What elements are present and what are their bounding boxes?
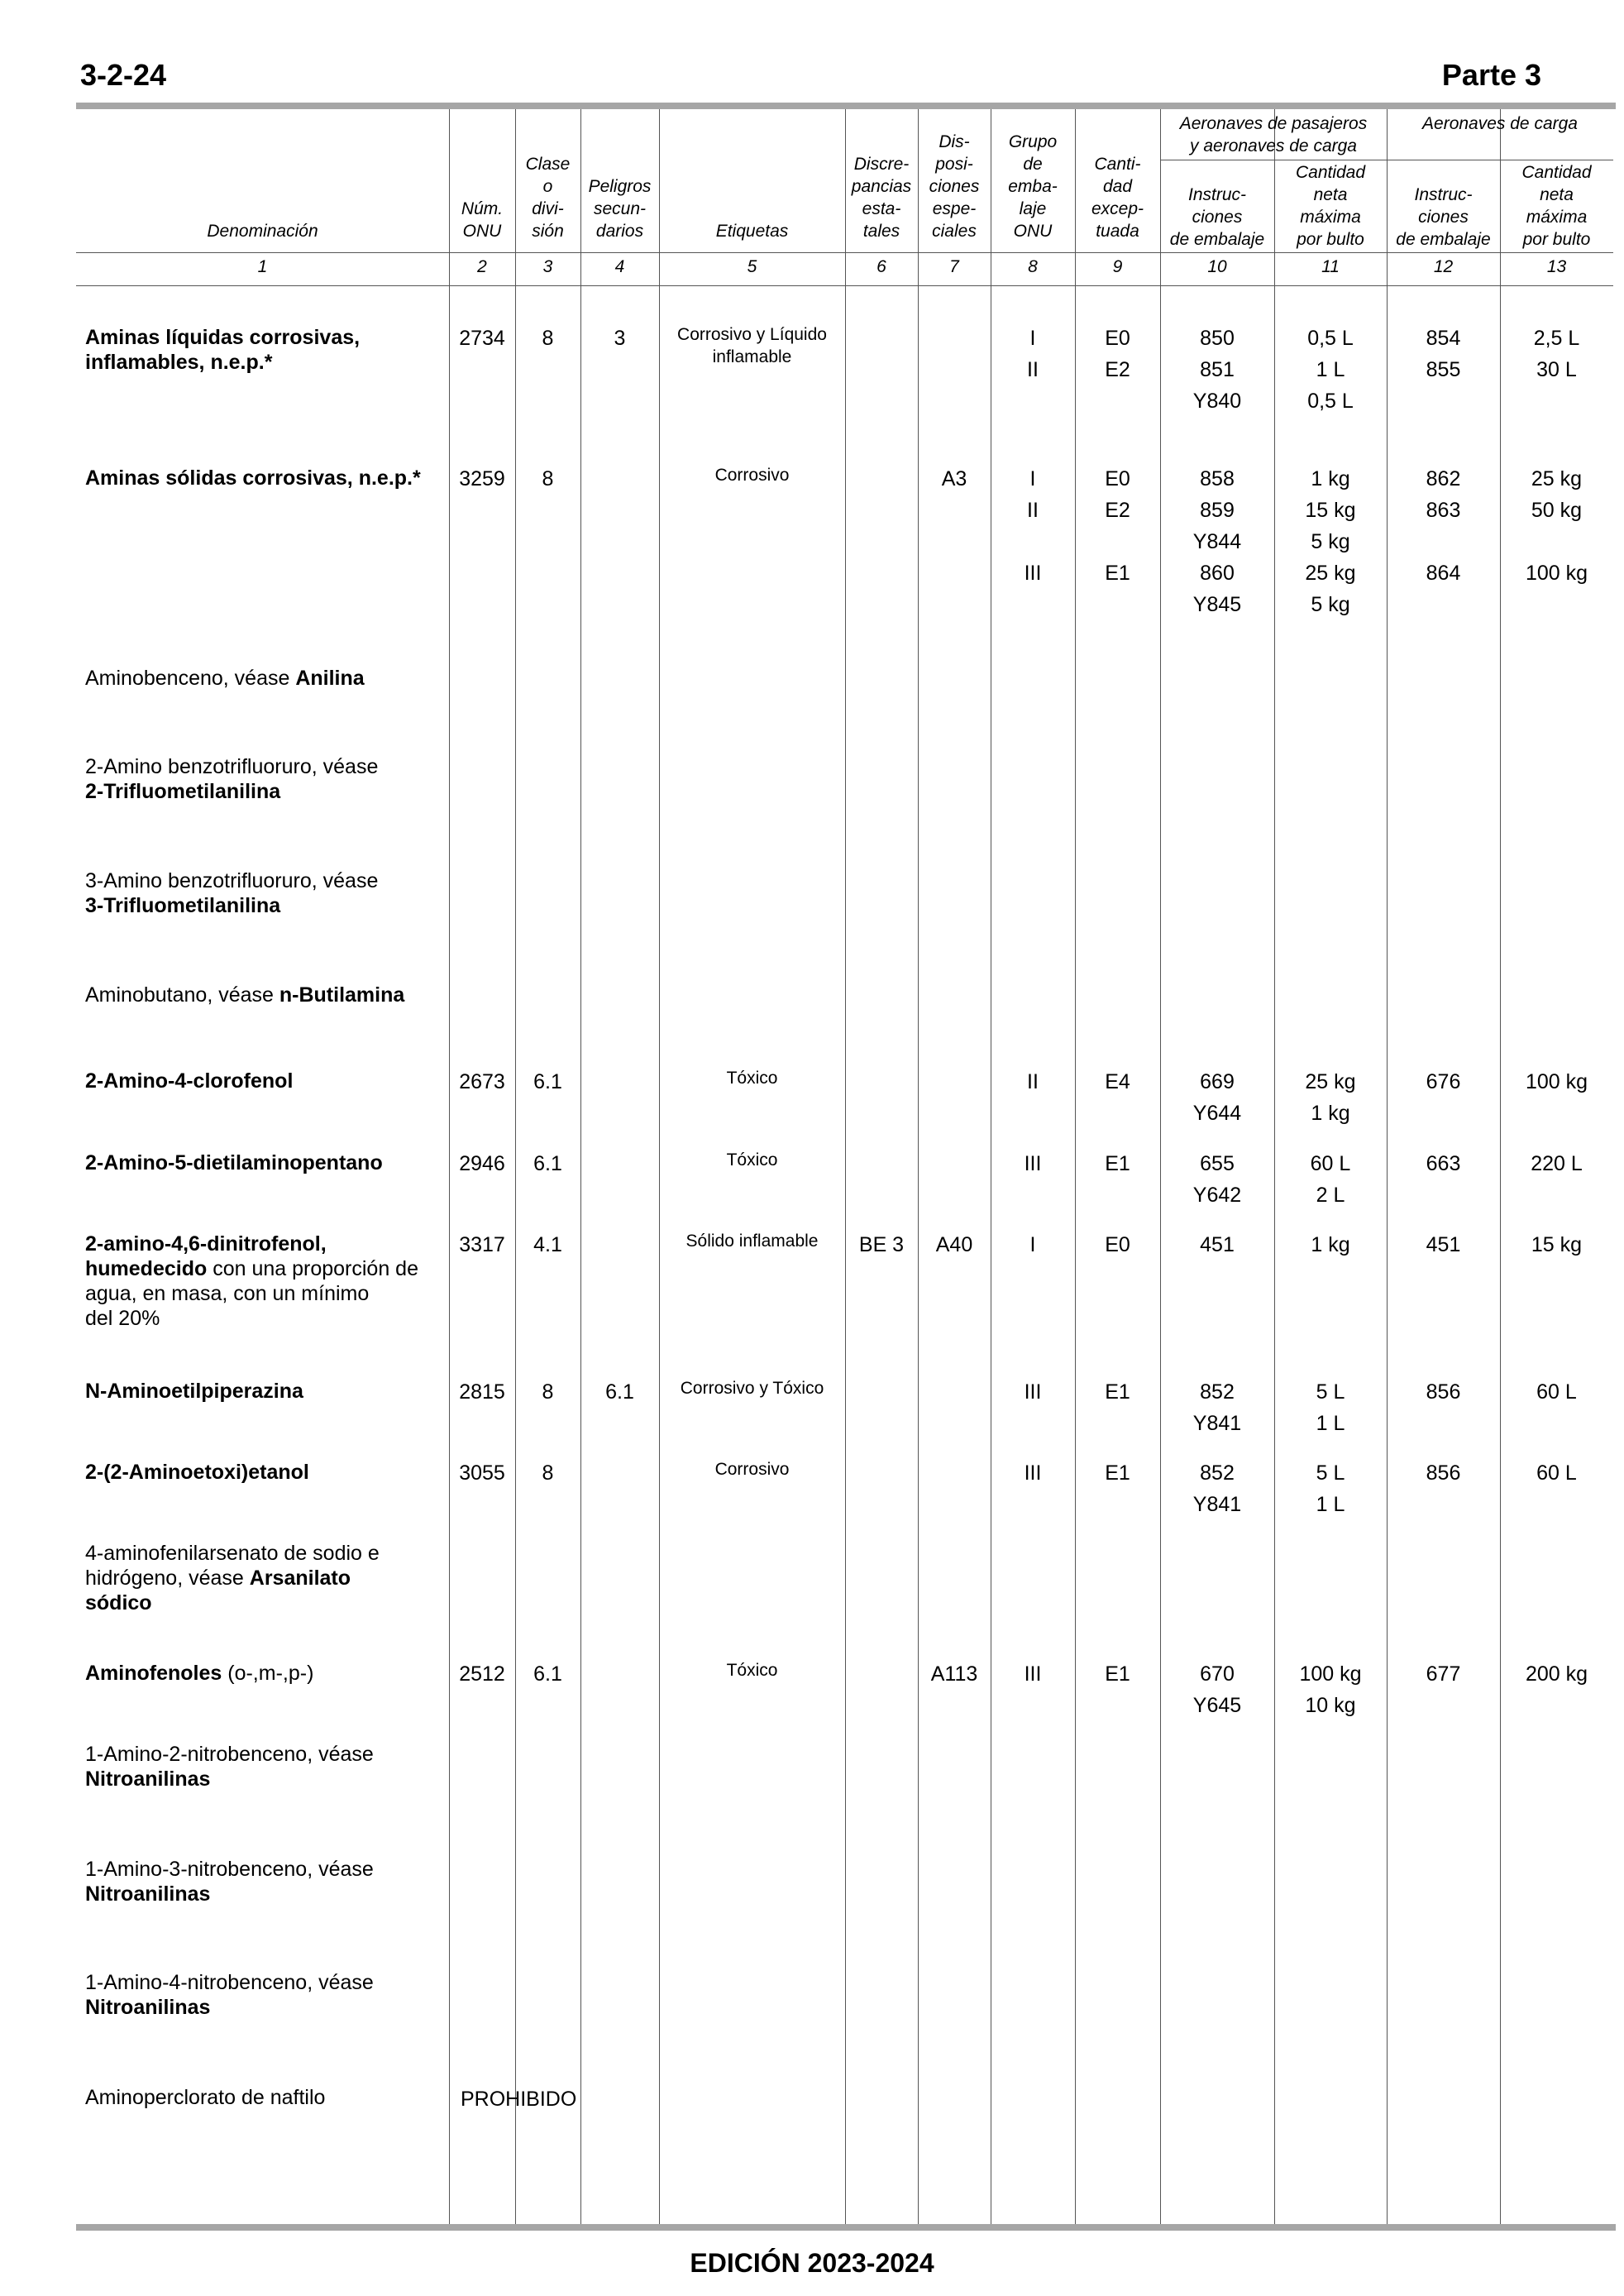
substance-name: Aminobenceno, véase Anilina [85, 667, 365, 690]
column-number: 10 [1207, 257, 1227, 276]
col-instr-pas: Instruc- ciones de embalaje [1169, 185, 1265, 249]
special-provision: A113 [930, 1662, 978, 1686]
substance-name: 1-Amino-4-nitrobenceno, véase Nitroanilinas [85, 1971, 374, 2019]
passenger-max-net-quantity: 5 L [1316, 1461, 1345, 1485]
excepted-quantity: E1 [1105, 1662, 1130, 1686]
class-division: 8 [542, 1380, 554, 1404]
passenger-max-net-quantity: 5 kg [1311, 530, 1350, 553]
packing-group: III [1024, 1461, 1042, 1485]
special-provision: A40 [935, 1233, 973, 1256]
passenger-packing-instruction: 451 [1200, 1233, 1235, 1256]
passenger-packing-instruction: Y845 [1192, 593, 1242, 616]
passenger-packing-instruction: Y841 [1192, 1493, 1242, 1516]
substance-name: 2-(2-Aminoetoxi)etanol [85, 1461, 309, 1484]
col-group-carga: Aeronaves de carga [1422, 114, 1578, 133]
cargo-packing-instruction: 854 [1426, 327, 1461, 350]
packing-group: III [1024, 1662, 1042, 1686]
cargo-max-net-quantity: 15 kg [1531, 1233, 1583, 1256]
bottom-rule [76, 2224, 1616, 2231]
cargo-max-net-quantity: 2,5 L [1533, 327, 1580, 350]
passenger-packing-instruction: Y642 [1192, 1184, 1242, 1207]
passenger-packing-instruction: 670 [1200, 1662, 1235, 1686]
cargo-packing-instruction: 855 [1426, 358, 1461, 381]
column-separator [918, 109, 919, 2224]
prohibited-label: PROHIBIDO [461, 2088, 577, 2111]
col-etiquetas: Etiquetas [715, 222, 789, 241]
column-number: 7 [949, 257, 959, 276]
un-number: 3259 [459, 467, 505, 490]
substance-name: 2-Amino-5-dietilaminopentano [85, 1151, 383, 1174]
substance-name: 2-amino-4,6-dinitrofenol, humedecido con una proporción de agua, en masa, con un mínimo del 20% [85, 1232, 418, 1330]
excepted-quantity: E4 [1105, 1070, 1130, 1093]
cargo-max-net-quantity: 60 L [1536, 1461, 1577, 1485]
packing-group: III [1024, 562, 1042, 585]
col-discrepancias: Discre- pancias esta- tales [851, 155, 912, 241]
substance-name: N-Aminoetilpiperazina [85, 1380, 303, 1403]
packing-group: I [1029, 1233, 1036, 1256]
excepted-quantity: E1 [1105, 1380, 1130, 1404]
un-number: 3317 [459, 1233, 505, 1256]
class-division: 8 [542, 327, 554, 350]
passenger-max-net-quantity: 2 L [1316, 1184, 1345, 1207]
cargo-max-net-quantity: 25 kg [1531, 467, 1583, 490]
cargo-max-net-quantity: 200 kg [1525, 1662, 1588, 1686]
substance-name: 1-Amino-3-nitrobenceno, véase Nitroanilinas [85, 1858, 374, 1906]
column-number: 11 [1321, 257, 1340, 276]
column-number: 12 [1433, 257, 1454, 276]
col-num-onu: Núm. ONU [461, 199, 504, 241]
col-grupo: Grupo de emba- laje ONU [1008, 132, 1058, 241]
hazard-label: Tóxico [726, 1150, 778, 1170]
column-separator [659, 109, 660, 2224]
packing-group: II [1027, 499, 1039, 522]
passenger-max-net-quantity: 100 kg [1299, 1662, 1362, 1686]
class-division: 6.1 [533, 1662, 562, 1686]
header-bottom-line [76, 252, 1613, 253]
passenger-packing-instruction: 850 [1200, 327, 1235, 350]
hazard-label: Tóxico [726, 1661, 778, 1680]
column-number: 13 [1546, 257, 1567, 276]
un-number: 2512 [459, 1662, 505, 1686]
col-clase: Clase o divi- sión [525, 155, 571, 241]
hazard-label: Tóxico [726, 1069, 778, 1088]
cargo-max-net-quantity: 60 L [1536, 1380, 1577, 1404]
special-provision: A3 [941, 467, 967, 490]
passenger-max-net-quantity: 1 kg [1311, 467, 1350, 490]
passenger-max-net-quantity: 0,5 L [1307, 390, 1354, 413]
passenger-max-net-quantity: 1 L [1316, 358, 1345, 381]
passenger-max-net-quantity: 1 L [1316, 1493, 1345, 1516]
packing-group: I [1029, 467, 1036, 490]
subsidiary-hazard: 6.1 [605, 1380, 634, 1404]
page-number: 3-2-24 [80, 58, 167, 92]
cargo-max-net-quantity: 30 L [1536, 358, 1577, 381]
subsidiary-hazard: 3 [614, 327, 626, 350]
cargo-packing-instruction: 677 [1426, 1662, 1461, 1686]
passenger-max-net-quantity: 1 kg [1311, 1233, 1350, 1256]
class-division: 4.1 [533, 1233, 562, 1256]
un-number: 3055 [459, 1461, 505, 1485]
substance-name: Aminas sólidas corrosivas, n.e.p.* [85, 466, 421, 490]
class-division: 6.1 [533, 1152, 562, 1175]
excepted-quantity: E0 [1105, 1233, 1130, 1256]
class-division: 6.1 [533, 1070, 562, 1093]
excepted-quantity: E0 [1105, 467, 1130, 490]
un-number: 2673 [459, 1070, 505, 1093]
col-denominacion: Denominación [207, 222, 318, 241]
cargo-packing-instruction: 676 [1426, 1070, 1461, 1093]
un-number: 2946 [459, 1152, 505, 1175]
passenger-max-net-quantity: 0,5 L [1307, 327, 1354, 350]
column-number: 4 [614, 257, 625, 276]
excepted-quantity: E1 [1105, 1461, 1130, 1485]
passenger-packing-instruction: 852 [1200, 1380, 1235, 1404]
column-number: 1 [257, 257, 268, 276]
col-group-pasajeros: Aeronaves de pasajeros y aeronaves de carga [1179, 114, 1368, 155]
passenger-packing-instruction: 852 [1200, 1461, 1235, 1485]
class-division: 8 [542, 467, 554, 490]
excepted-quantity: E1 [1105, 1152, 1130, 1175]
substance-name: Aminobutano, véase n-Butilamina [85, 983, 405, 1007]
column-number: 6 [876, 257, 886, 276]
cargo-packing-instruction: 451 [1426, 1233, 1461, 1256]
substance-name: 2-Amino benzotrifluoruro, véase 2-Trifluometilanilina [85, 755, 379, 803]
col-cant-car: Cantidad neta máxima por bulto [1521, 163, 1592, 249]
packing-group: II [1027, 1070, 1039, 1093]
passenger-packing-instruction: 669 [1200, 1070, 1235, 1093]
passenger-max-net-quantity: 1 kg [1311, 1102, 1350, 1125]
col-peligros: Peligros secun- darios [588, 177, 652, 241]
packing-group: III [1024, 1152, 1042, 1175]
substance-name: Aminoperclorato de naftilo [85, 2086, 326, 2109]
packing-group: I [1029, 327, 1036, 350]
passenger-max-net-quantity: 60 L [1310, 1152, 1351, 1175]
part-title: Parte 3 [1441, 58, 1541, 92]
passenger-packing-instruction: 858 [1200, 467, 1235, 490]
state-variation: BE 3 [858, 1233, 905, 1256]
hazard-label: Sólido inflamable [685, 1232, 819, 1251]
excepted-quantity: E1 [1105, 562, 1130, 585]
packing-group: III [1024, 1380, 1042, 1404]
passenger-packing-instruction: 851 [1200, 358, 1235, 381]
passenger-max-net-quantity: 25 kg [1305, 562, 1356, 585]
passenger-max-net-quantity: 15 kg [1305, 499, 1356, 522]
passenger-packing-instruction: 655 [1200, 1152, 1235, 1175]
column-separator [580, 109, 581, 2224]
number-row-line [76, 285, 1613, 286]
cargo-packing-instruction: 856 [1426, 1380, 1461, 1404]
substance-name: 1-Amino-2-nitrobenceno, véase Nitroanilinas [85, 1743, 374, 1791]
passenger-packing-instruction: Y644 [1192, 1102, 1242, 1125]
col-cant-pas: Cantidad neta máxima por bulto [1295, 163, 1366, 249]
substance-name: 2-Amino-4-clorofenol [85, 1069, 294, 1093]
hazard-label: Corrosivo y Líquido inflamable [677, 325, 827, 366]
passenger-max-net-quantity: 10 kg [1305, 1694, 1356, 1717]
un-number: 2734 [459, 327, 505, 350]
substance-name: Aminofenoles (o-,m-,p-) [85, 1662, 314, 1685]
cargo-max-net-quantity: 100 kg [1525, 562, 1588, 585]
passenger-max-net-quantity: 25 kg [1305, 1070, 1356, 1093]
cargo-max-net-quantity: 50 kg [1531, 499, 1583, 522]
col-instr-car: Instruc- ciones de embalaje [1396, 185, 1491, 249]
col-disposiciones: Dis- posi- ciones espe- ciales [929, 132, 980, 241]
substance-name: 4-aminofenilarsenato de sodio e hidrógeno, véase Arsanilato sódico [85, 1542, 380, 1614]
passenger-max-net-quantity: 5 kg [1311, 593, 1350, 616]
substance-name: Aminas líquidas corrosivas, inflamables, n.e.p.* [85, 326, 361, 374]
col-cantidad-exceptuada: Canti- dad excep- tuada [1091, 155, 1144, 241]
hazard-label: Corrosivo y Tóxico [680, 1379, 824, 1398]
cargo-packing-instruction: 864 [1426, 562, 1461, 585]
cargo-packing-instruction: 856 [1426, 1461, 1461, 1485]
passenger-max-net-quantity: 1 L [1316, 1412, 1345, 1435]
passenger-packing-instruction: Y841 [1192, 1412, 1242, 1435]
column-number: 8 [1028, 257, 1038, 276]
column-number: 3 [542, 257, 553, 276]
column-number: 9 [1112, 257, 1123, 276]
hazard-label: Corrosivo [714, 1460, 790, 1479]
cargo-packing-instruction: 863 [1426, 499, 1461, 522]
un-number: 2815 [459, 1380, 505, 1404]
class-division: 8 [542, 1461, 554, 1485]
passenger-packing-instruction: 859 [1200, 499, 1235, 522]
passenger-packing-instruction: Y645 [1192, 1694, 1242, 1717]
substance-name: 3-Amino benzotrifluoruro, véase 3-Trifluometilanilina [85, 869, 379, 917]
excepted-quantity: E0 [1105, 327, 1130, 350]
passenger-packing-instruction: Y840 [1192, 390, 1242, 413]
column-number: 2 [477, 257, 487, 276]
cargo-max-net-quantity: 220 L [1531, 1152, 1583, 1175]
column-separator [845, 109, 846, 2224]
excepted-quantity: E2 [1105, 499, 1130, 522]
edition-footer: EDICIÓN 2023-2024 [690, 2248, 934, 2278]
cargo-packing-instruction: 862 [1426, 467, 1461, 490]
passenger-packing-instruction: Y844 [1192, 530, 1242, 553]
column-number: 5 [747, 257, 757, 276]
passenger-packing-instruction: 860 [1200, 562, 1235, 585]
cargo-max-net-quantity: 100 kg [1525, 1070, 1588, 1093]
packing-group: II [1027, 358, 1039, 381]
hazard-label: Corrosivo [714, 466, 790, 485]
top-rule [76, 103, 1616, 109]
passenger-max-net-quantity: 5 L [1316, 1380, 1345, 1404]
excepted-quantity: E2 [1105, 358, 1130, 381]
cargo-packing-instruction: 663 [1426, 1152, 1461, 1175]
